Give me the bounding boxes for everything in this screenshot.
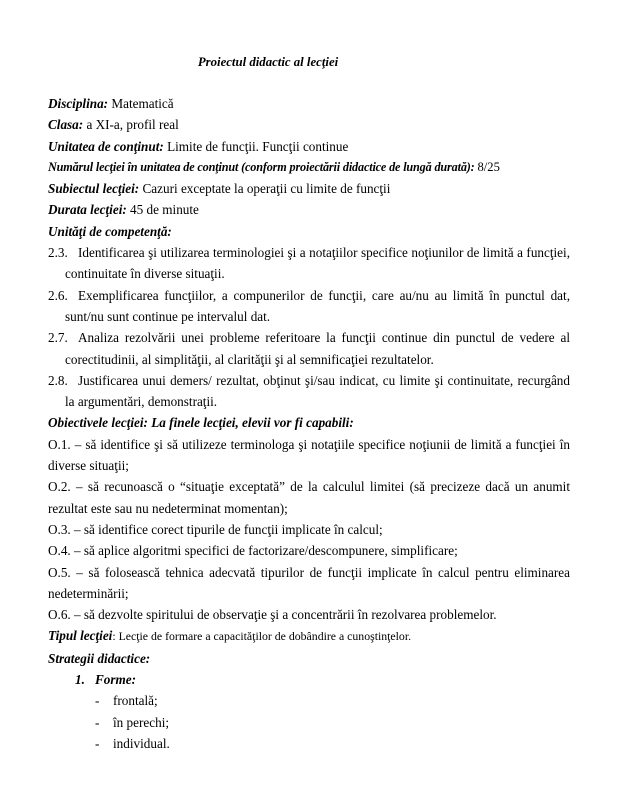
lesson-type-label: Tipul lecţiei bbox=[48, 628, 113, 644]
field-subiectul-lectiei bbox=[48, 178, 570, 199]
field-label: Unitatea de conţinut: bbox=[48, 138, 164, 154]
objective-item: O.5. – să folosească tehnica adecvată tipurilor de funcţii implicate în calcul pentru eliminarea nedeterminării; bbox=[48, 564, 570, 601]
competency-text: Analiza rezolvării unei probleme referitoare la funcţii continue din punctul de vedere al corectitudinii, al simplităţii, al clarităţii şi al semnificaţiei rezultatelor. bbox=[65, 330, 570, 367]
bullet-dash: - bbox=[95, 693, 100, 709]
competency-item bbox=[48, 327, 570, 370]
field-label: Durata lecţiei: bbox=[48, 202, 127, 218]
competencies-heading: Unităţi de competenţă: bbox=[48, 223, 172, 239]
competency-text: Identificarea şi utilizarea terminologiei şi a notaţiilor specifice noţiunilor de limită a funcţiei, continuitate în diverse situaţii. bbox=[65, 245, 570, 282]
field-value: Cazuri exceptate la operaţii cu limite de funcţii bbox=[142, 181, 391, 197]
bullet-item bbox=[95, 690, 570, 711]
field-value: Limite de funcţii. Funcţii continue bbox=[167, 138, 349, 154]
field-value: 45 de minute bbox=[130, 202, 199, 218]
field-value: 8/25 bbox=[477, 159, 500, 174]
objective-item: O.1. – să identifice şi să utilizeze terminologa şi notaţiile specifice noţiunii de limită a funcţiei în diverse situaţii; bbox=[48, 436, 570, 474]
lesson-type-value: : Lecţie de formare a capacităţilor de dobândire a cunoştinţelor. bbox=[112, 629, 412, 644]
bullet-text: individual. bbox=[113, 735, 170, 751]
document-title: Proiectul didactic al lecţiei bbox=[197, 55, 339, 69]
bullet-item bbox=[95, 733, 570, 754]
objective-item: O.4. – să aplice algoritmi specifici de factorizare/descompunere, simplificare; bbox=[48, 543, 458, 559]
field-label: Clasa: bbox=[48, 117, 84, 133]
competency-number: 2.7. bbox=[48, 330, 68, 346]
competency-text: Justificarea unui demers/ rezultat, obţinut şi/sau indicat, cu limite şi continuitate, recurgând la argumentări, demonstraţii. bbox=[65, 372, 570, 410]
bullet-text: în perechi; bbox=[113, 714, 170, 730]
field-durata-lectiei bbox=[48, 199, 570, 220]
field-label: Disciplina: bbox=[48, 96, 109, 111]
bullet-dash: - bbox=[95, 735, 100, 751]
forms-list-header bbox=[75, 669, 570, 690]
field-label: Numărul lecţiei în unitatea de conţinut (conform proiectării didactice de lungă durată): bbox=[48, 159, 475, 174]
competency-number: 2.3. bbox=[48, 245, 68, 261]
competency-item bbox=[48, 285, 570, 328]
field-disciplina bbox=[48, 93, 570, 114]
objective-item: O.6. – să dezvolte spiritului de observaţie şi a concentrării în rezolvarea problemelor. bbox=[48, 607, 497, 623]
competency-number: 2.8. bbox=[48, 372, 68, 388]
objective-item: O.3. – să identifice corect tipurile de funcţii implicate în calcul; bbox=[48, 521, 383, 537]
strategies-heading: Strategii didactice: bbox=[48, 650, 151, 666]
field-numarul-lectiei bbox=[48, 157, 570, 178]
field-value: a XI-a, profil real bbox=[86, 117, 179, 133]
competency-item bbox=[48, 242, 570, 285]
forms-label: Forme: bbox=[95, 672, 137, 688]
competency-text: Exemplificarea funcţiilor, a compunerilor de funcţii, care au/nu au limită în punctul dat, sunt/nu sunt continue pe intervalul dat. bbox=[65, 287, 570, 324]
field-value: Matematică bbox=[111, 96, 174, 111]
lesson-type-line bbox=[48, 625, 570, 647]
competency-item bbox=[48, 370, 570, 413]
bullet-item bbox=[95, 712, 570, 733]
objectives-heading: Obiectivele lecţiei: La finele lecţiei, elevii vor fi capabili: bbox=[48, 415, 354, 431]
bullet-text: frontală; bbox=[113, 693, 158, 709]
field-clasa bbox=[48, 114, 570, 135]
forms-number: 1. bbox=[75, 672, 85, 688]
field-label: Subiectul lecţiei: bbox=[48, 181, 140, 197]
competency-number: 2.6. bbox=[48, 287, 68, 303]
bullet-dash: - bbox=[95, 714, 100, 730]
objective-item: O.2. – să recunoască o “situaţie exceptată” de la calculul limitei (să precizeze dacă un anumit rezultat este sau nu nedeterminat momentan); bbox=[48, 479, 570, 516]
field-unitatea-de-continut bbox=[48, 136, 570, 157]
